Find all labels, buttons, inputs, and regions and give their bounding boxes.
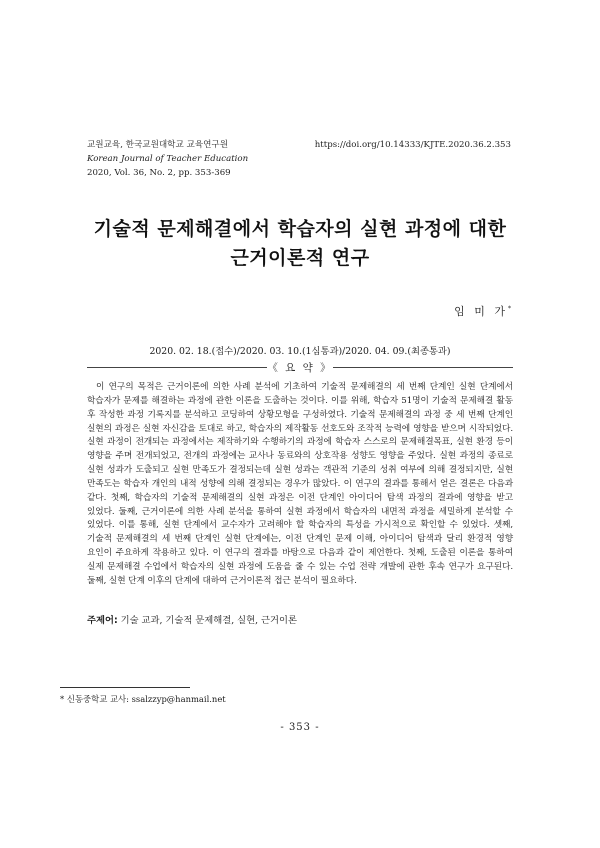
- abstract-body: 이 연구의 목적은 근거이론에 의한 사례 분석에 기초하여 기술적 문제해결의 세 번째 단계인 실현 단계에서 학습자가 문제를 해결하는 과정에 관한 이론을 도출하는 것이다. 이를 위해, 학습자 51명이 기술적 문제해결 활동 후 작성한 과정 기록지를 분석하고 코딩하여 상황모형을 구성하였다. 기술적 문제해결의 과정 중 세 번째 단계인 실현의 과정은 실현 자신감을 토대로 하고, 학습자의 제작활동 선호도와 조작적 능력에 영향을 받으며 시작되었다. 실현 과정이 전개되는 과정에서는 제작하기와 수행하기의 과정에 학습자 스스로의 문제해결목표, 실현 환경 등이 영향을 주며 전개되었고, 전개의 과정에는 교사나 동료와의 상호작용 성향도 영향을 주었다. 실현 과정의 종료로 실현 성과가 도출되고 실현 만족도가 결정되는데 실현 성과는 객관적 기준의 성취 여부에 의해 결정되지만, 실현 만족도는 학습자 개인의 내적 성향에 의해 결정되는 경우가 많았다. 이 연구의 결과를 통해서 얻은 결론은 다음과 같다. 첫째, 학습자의 기술적 문제해결의 실현 과정은 이전 단계인 아이디어 탐색 과정의 결과에 영향을 받고 있었다. 둘째, 근거이론에 의한 사례 분석을 통하여 실현 과정에서 학습자의 내면적 과정을 세밀하게 분석할 수 있었다. 이를 통해, 실현 단계에서 교수자가 고려해야 할 학습자의 특성을 가시적으로 확인할 수 있었다. 셋째, 기술적 문제해결의 세 번째 단계인 실현 단계에는, 이전 단계인 문제 이해, 아이디어 탐색과 달리 환경적 영향 요인이 주요하게 작용하고 있다. 이 연구의 결과를 바탕으로 다음과 같이 제언한다. 첫째, 도출된 이론을 통하여 실제 문제해결 수업에서 학습자의 실현 과정에 도움을 줄 수 있는 수업 전략 개발에 관한 후속 연구가 요구된다. 둘째, 실현 단계 이후의 단계에 대하여 근거이론적 접근 분석이 필요하다.: [87, 382, 514, 586]
- keywords: [87, 612, 297, 626]
- author: [454, 303, 511, 319]
- abstract-heading: 《 요 약 》: [267, 362, 333, 374]
- keywords-text: 기술 교과, 기술적 문제해결, 실현, 근거이론: [120, 615, 297, 626]
- doi-link[interactable]: https://doi.org/10.14333/KJTE.2020.36.2.353: [314, 140, 511, 150]
- author-name: 임 미 가: [454, 305, 508, 318]
- page-number: - 353 -: [280, 722, 320, 733]
- journal-name-english: Korean Journal of Teacher Education: [87, 154, 249, 164]
- journal-volume-info: 2020, Vol. 36, No. 2, pp. 353-369: [87, 168, 231, 178]
- paper-title-line-1: 기술적 문제해결에서 학습자의 실현 과정에 대한: [93, 218, 507, 240]
- abstract-heading-bar: [87, 360, 513, 374]
- paper-title-line-2: 근거이론적 연구: [230, 247, 370, 269]
- journal-name-korean: 교원교육, 한국교원대학교 교육연구원: [87, 140, 229, 150]
- keywords-label: 주제어:: [87, 615, 118, 626]
- abstract-heading-rule-right: [333, 367, 513, 368]
- author-footnote: * 신동중학교 교사: ssalzzyp@hanmail.net: [60, 694, 226, 704]
- author-footnote-mark: *: [508, 305, 511, 313]
- submission-dates: 2020. 02. 18.(접수)/2020. 03. 10.(1심통과)/2020. 04. 09.(최종통과): [149, 346, 451, 357]
- footnote-divider: [60, 687, 190, 688]
